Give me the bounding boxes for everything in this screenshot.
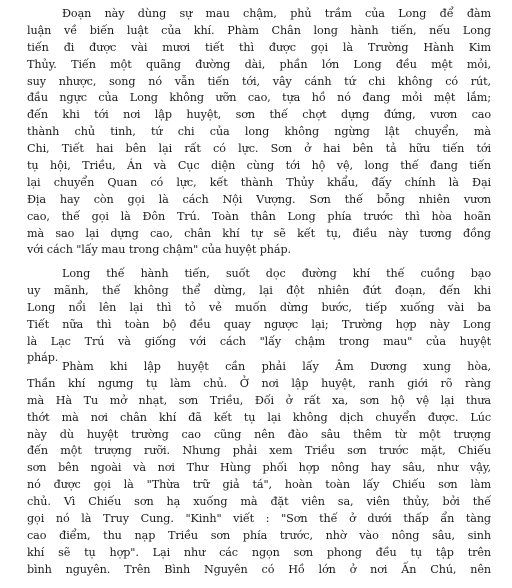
text-line: khí sẽ tụ hợp". Lại như các ngọn sơn phong đều tụ tập trên: [27, 545, 491, 559]
text-line: cao, thế gọi là Đôn Trú. Toàn thân Long phía trước thì hòa hoãn: [27, 209, 491, 223]
text-line: đến một trượng rưỡi. Nhưng phải xem Triều sơn trước mặt, Chiếu: [27, 444, 491, 458]
paragraph-2: [27, 266, 491, 367]
text-line: đến khi tới nơi lập huyệt, sơn thế chợt dựng đứng, vươn cao: [27, 108, 491, 122]
text-line: Tiết nữa thì toàn bộ đều quay ngược lại; Trường hợp này Long: [27, 317, 491, 331]
text-line: đầu ngực của Long không ưỡn cao, tựa hồ nó đang mỏi mệt lắm;: [27, 91, 491, 105]
text-line: nó được gọi là "Thừa trữ giả tá", hoàn toàn lấy Chiếu sơn làm: [27, 478, 491, 492]
text-line: Long nổi lên lại thì tỏ vẻ muốn dừng bước, tiếp xuống vài ba: [27, 300, 491, 314]
text-line: luận về biến luật của khí. Phàm Chân long hành tiến, nếu Long: [27, 23, 491, 37]
text-line: uy mãnh, thế không thể dừng, lại đột nhiên đứt đoạn, đến khi: [27, 283, 491, 297]
text-line: Long thế hành tiến, suốt dọc đường khí thế cuồng bạo: [62, 267, 491, 280]
text-line: Thủy. Tiến một quãng đường dài, phần lớn Long đều mệt mỏi,: [27, 57, 491, 71]
text-line: Địa hay còn gọi là cách Nội Vượng. Sơn thế bỗng nhiên vươn: [27, 192, 491, 206]
text-line: tụ hội, Triều, Án và Cục diện cùng tới hộ vệ, long thế đang tiến: [27, 159, 491, 173]
text-line: Thần khí ngưng tụ làm chủ. Ở nơi lập huyệt, ranh giới rõ ràng: [27, 376, 491, 390]
text-line: gọi nó là Truy Cung. "Kinh" viết : "Sơn thế ở dưới thấp ẩn tàng: [27, 512, 491, 526]
text-line: mà sao lại dựng cao, chân khí tự sẽ kết tụ, điều này tương đồng: [27, 226, 491, 240]
text-line: thớt mà nơi chân khí đã kết tụ lại không dịch chuyển được. Lúc: [27, 410, 491, 424]
text-line: này dù huyệt trường cao cũng nên đào sâu thêm từ một trượng: [27, 427, 491, 441]
text-line: pháp.: [27, 351, 59, 365]
text-line: với cách "lấy mau trong chậm" của huyệt pháp.: [27, 243, 291, 257]
text-line: Phàm khi lập huyệt cần phải lấy Âm Dương xung hòa,: [62, 360, 491, 373]
text-line: Đoạn này dùng sự mau chậm, phủ trầm của Long để đàm: [62, 7, 491, 20]
text-line: lại chuyển Quan có lực, kết thành Thủy khẩu, đấy chính là Đại: [27, 175, 491, 189]
text-line: Chi, Tiết hai bên lại rất có lực. Sơn ở hai bên tả hữu tiến tới: [27, 142, 491, 156]
text-line: thành chủ tinh, tứ chi của long không ngừng lật chuyển, mà: [27, 125, 491, 139]
text-line: mà Hà Tu mở nhạt, sơn Triều, Đối ở rất xa, sơn hộ vệ lại thưa: [27, 393, 491, 407]
text-line: sơn bên ngoài và nơi Thư Hùng phối hợp nông hay sâu, như vậy,: [27, 461, 491, 475]
text-line: tiến đi được vài mươi tiết thì được gọi là Trường Hành Kim: [27, 40, 491, 54]
text-line: là Lạc Trú và giống với cách "lấy chậm trong mau" của huyệt: [27, 334, 491, 348]
text-line: chủ. Vì Chiếu sơn hạ xuống mà đặt viên sa, viên thủy, bởi thế: [27, 495, 491, 509]
text-line: cao điểm, thu nạp Triều sơn phía trước, nhờ vào nông sâu, sinh: [27, 528, 491, 542]
text-line: suy nhược, song nó vẫn tiến tới, vây cánh tứ chi không có rút,: [27, 74, 491, 88]
paragraph-3: [27, 359, 491, 579]
text-line: bình nguyên. Trên Bình Nguyên có Hồ lớn ở nơi Ấn Chú, nên: [27, 562, 491, 576]
paragraph-1: [27, 6, 491, 259]
